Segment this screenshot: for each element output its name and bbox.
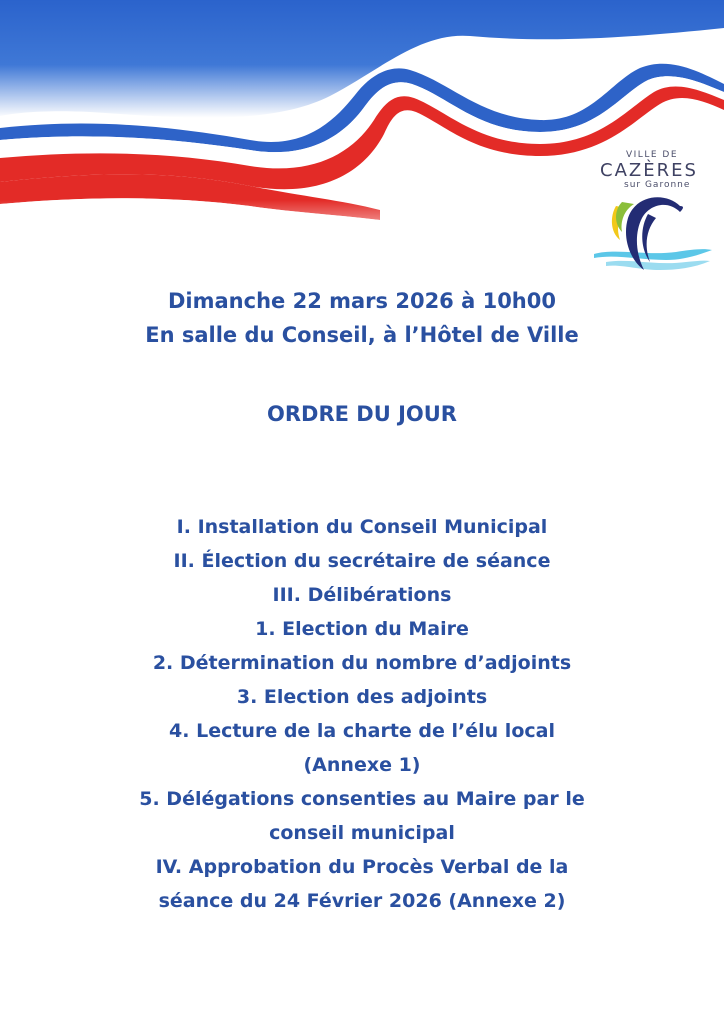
agenda-item: 1. Election du Maire — [255, 618, 469, 640]
agenda-item: II. Élection du secrétaire de séance — [173, 550, 551, 572]
logo-text-sur-garonne: sur Garonne — [624, 180, 691, 190]
agenda-item: III. Délibérations — [272, 584, 452, 606]
agenda-item: 3. Election des adjoints — [236, 686, 488, 708]
agenda-item: (Annexe 1) — [303, 754, 421, 776]
logo-text-ville-de: VILLE DE — [626, 150, 679, 160]
agenda-item: 2. Détermination du nombre d’adjoints — [152, 652, 572, 674]
agenda-title: ORDRE DU JOUR — [267, 402, 457, 426]
agenda-item: 4. Lecture de la charte de l’élu local — [169, 720, 555, 742]
cazeres-c-emblem-icon — [586, 188, 714, 282]
agenda-item: IV. Approbation du Procès Verbal de la — [155, 856, 569, 878]
agenda-item: 5. Délégations consenties au Maire par le — [139, 788, 585, 810]
agenda-item: conseil municipal — [269, 822, 455, 844]
logo-text-town-name: CAZÈRES — [600, 160, 698, 181]
meeting-info — [40, 284, 684, 352]
agenda-item: séance du 24 Février 2026 (Annexe 2) — [158, 890, 566, 912]
agenda-item: I. Installation du Conseil Municipal — [176, 516, 548, 538]
page-title — [40, 397, 684, 431]
agenda-list — [40, 510, 684, 918]
meeting-place: En salle du Conseil, à l’Hôtel de Ville — [145, 323, 579, 347]
town-logo — [586, 140, 714, 282]
meeting-date: Dimanche 22 mars 2026 à 10h00 — [168, 289, 556, 313]
